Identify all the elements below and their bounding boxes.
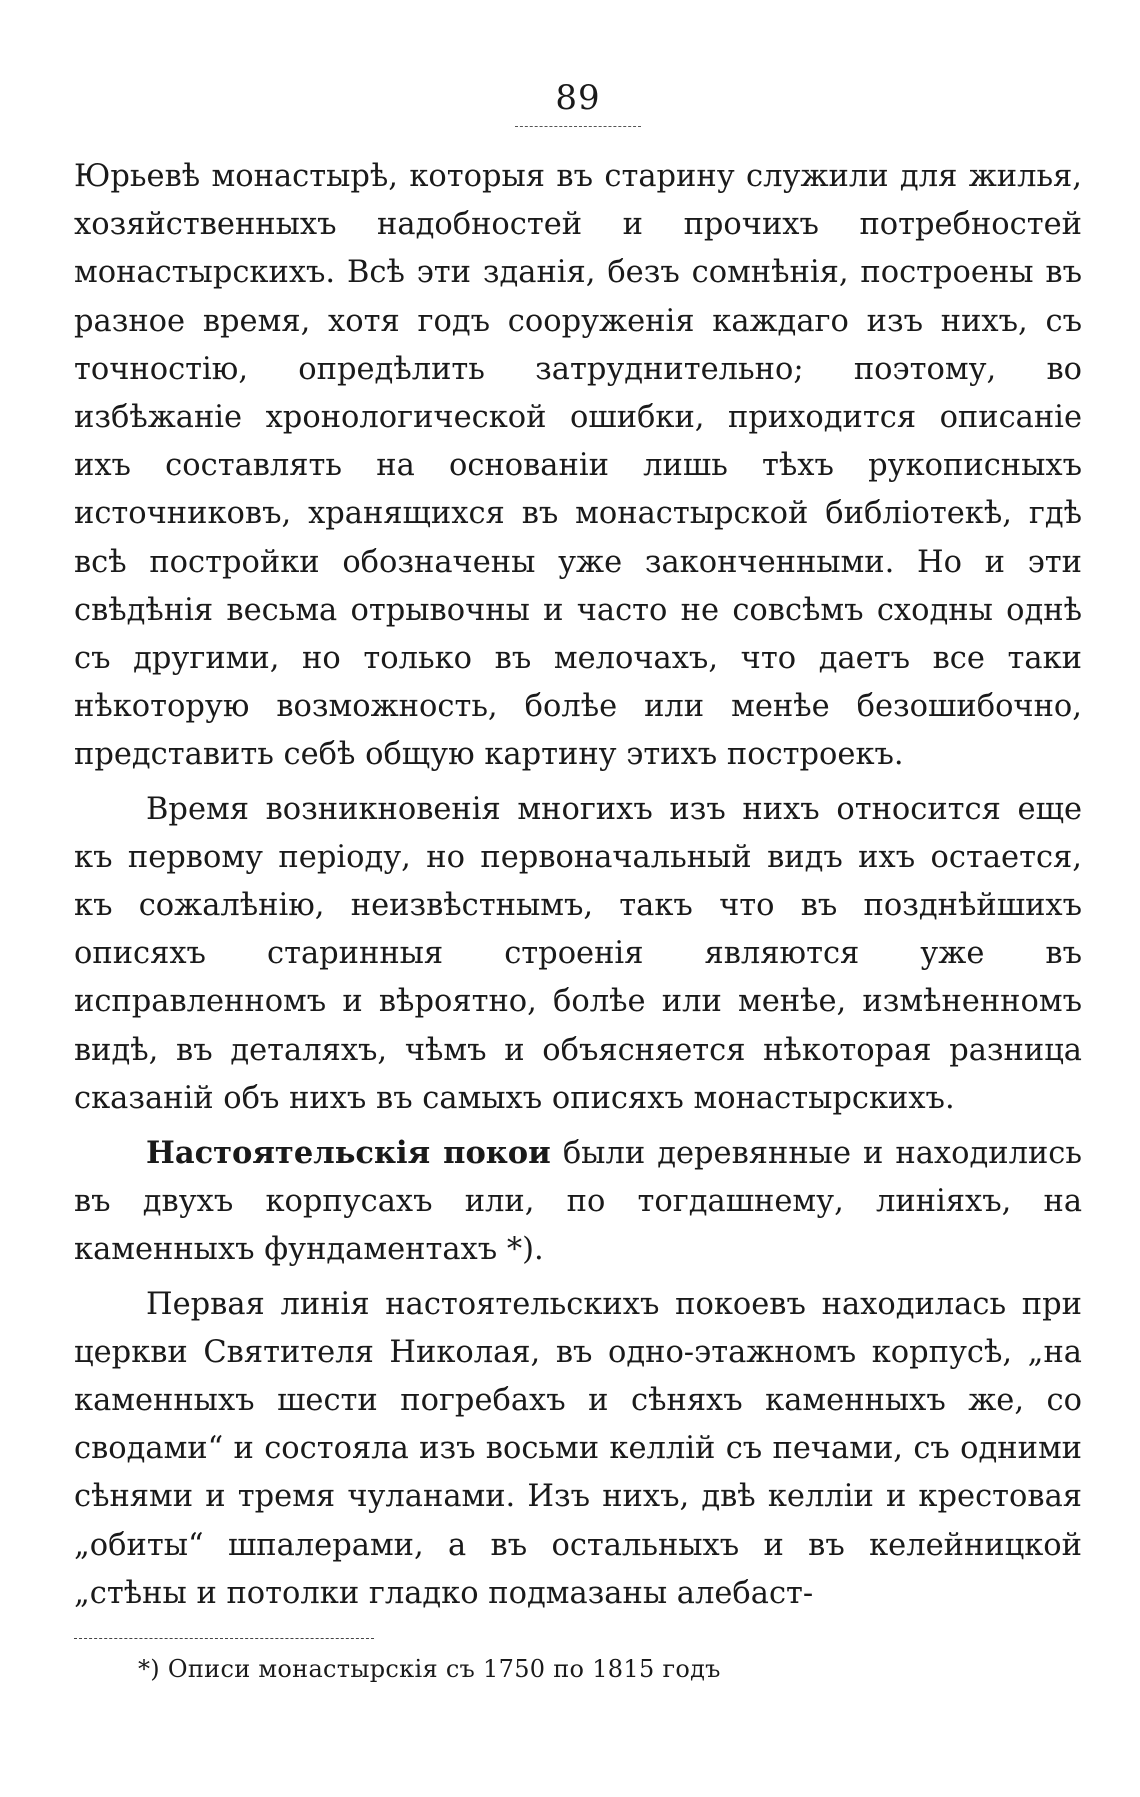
paragraph-1 [74,153,1082,780]
footnote-divider [74,1638,374,1639]
page-header [74,78,1082,127]
footnote: *) Описи монастырскія съ 1750 по 1815 годъ [138,1655,721,1684]
body-text [74,153,1082,1618]
paragraph-3-text: были деревянные и находились въ двухъ корпусахъ или, по тогдашнему, линіяхъ, на каменныхъ фундаментахъ *). [74,1136,1082,1268]
paragraph-3 [74,1129,1082,1275]
paragraph-4-text: Первая линія настоятельскихъ покоевъ находилась при церкви Святителя Николая, въ одно-этажномъ корпусѣ, „на каменныхъ шести погребахъ и сѣняхъ каменныхъ же, со сводами“ и состояла изъ восьми келлій съ печами, съ одними сѣнями и тремя чуланами. Изъ нихъ, двѣ келліи и крестовая „обиты“ шпалерами, а въ остальныхъ и въ келейницкой „стѣны и потолки гладко подмазаны алебаст- [74,1286,1082,1611]
paragraph-2-text: Время возникновенія многихъ изъ нихъ относится еще къ первому періоду, но первоначальный видъ ихъ остается, къ сожалѣнію, неизвѣстнымъ, такъ что въ позднѣйшихъ описяхъ старинныя строенія являются уже въ исправленномъ и вѣроятно, болѣе или менѣе, измѣненномъ видѣ, въ деталяхъ, чѣмъ и объясняется нѣкоторая разница сказаній объ нихъ въ самыхъ описяхъ монастырскихъ. [74,791,1082,1116]
paragraph-4 [74,1281,1082,1618]
paragraph-2 [74,786,1082,1123]
page-number: 89 [515,78,640,127]
paragraph-1-text: Юрьевѣ монастырѣ, которыя въ старину служили для жилья, хозяйственныхъ надобностей и прочихъ потребностей монастырскихъ. Всѣ эти зданія, безъ сомнѣнія, построены въ разное время, хотя годъ сооруженія каждаго изъ нихъ, съ точностію, опредѣлить затруднительно; поэтому, во избѣжаніе хронологической ошибки, приходится описаніе ихъ составлять на основаніи лишь тѣхъ рукописныхъ источниковъ, хранящихся въ монастырской библіотекѣ, гдѣ всѣ постройки обозначены уже законченными. Но и эти свѣдѣнія весьма отрывочны и часто не совсѣмъ сходны однѣ съ другими, но только въ мелочахъ, что даетъ все таки нѣкоторую возможность, болѣе или менѣе безошибочно, представить себѣ общую картину этихъ построекъ. [74,159,1082,773]
section-heading-run-in: Настоятельскія покои [146,1135,551,1172]
